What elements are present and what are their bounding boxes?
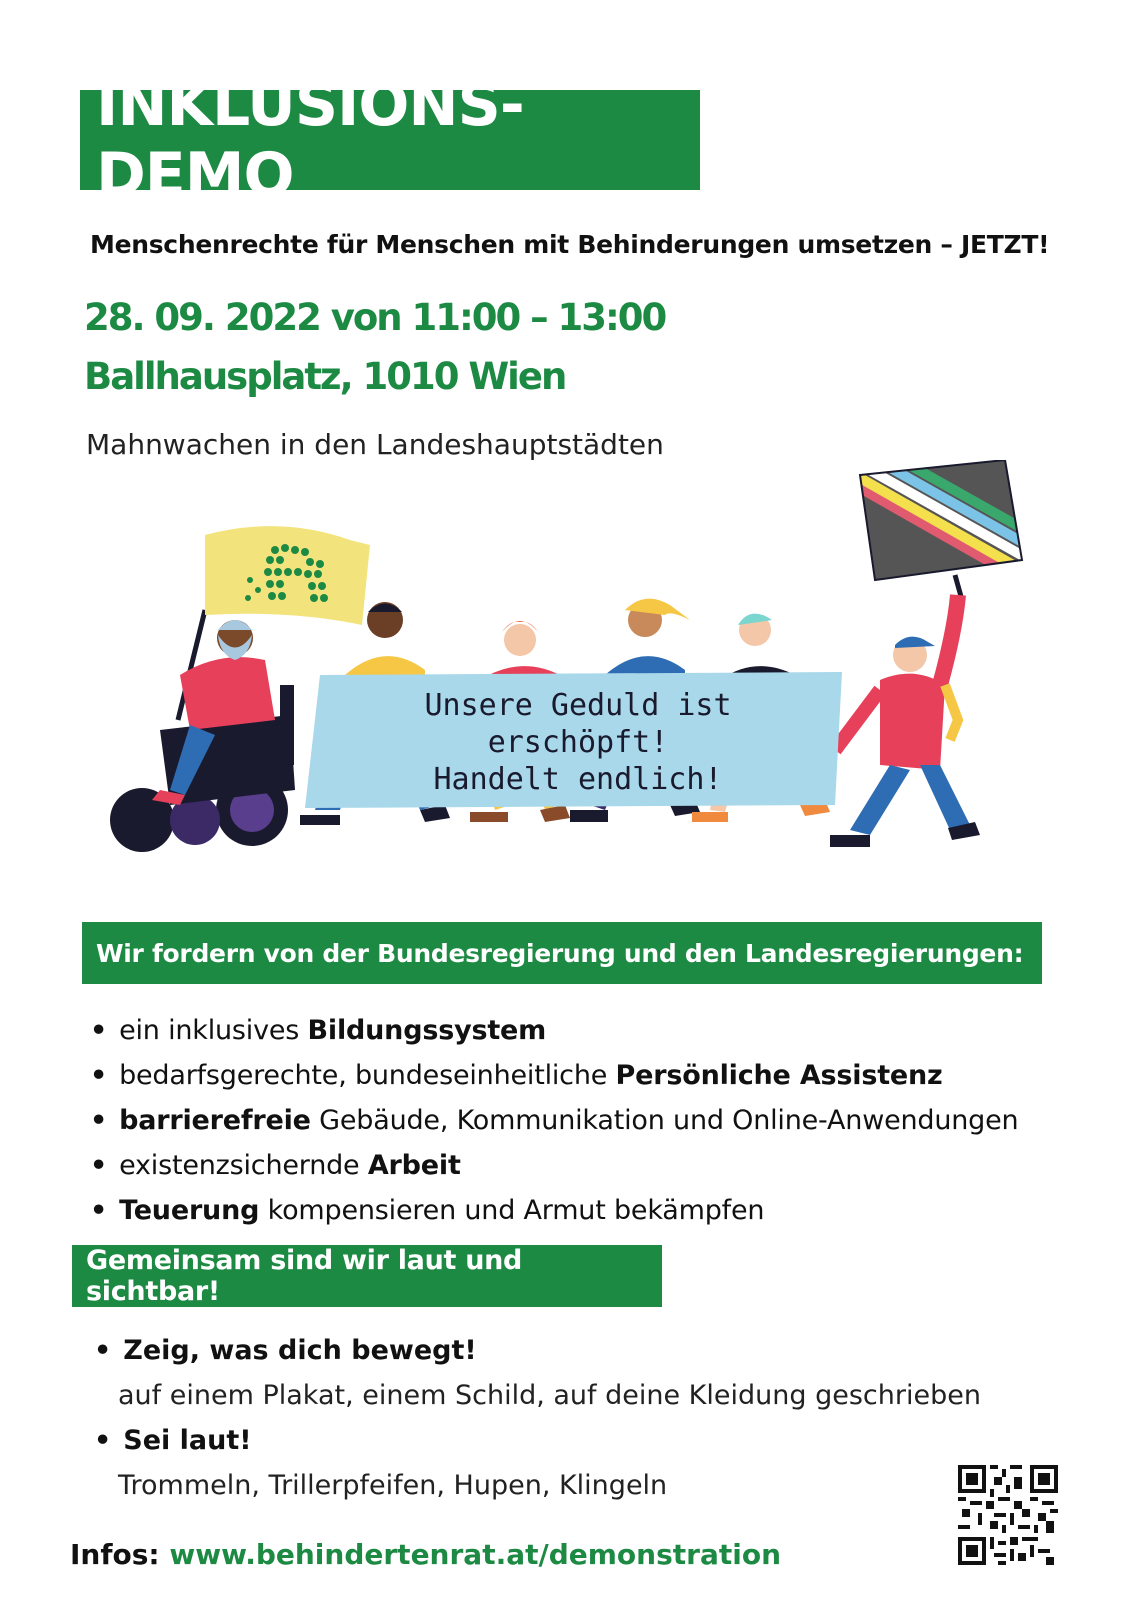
protest-banner <box>305 672 842 808</box>
action-description: Trommeln, Trillerpfeifen, Hupen, Klingeln <box>118 1470 668 1501</box>
info-link[interactable]: www.behindertenrat.at/demonstration <box>169 1538 782 1571</box>
event-date-time: 28. 09. 2022 von 11:00 – 13:00 <box>84 296 666 339</box>
list-item: • Teuerung kompensieren und Armut bekämpfen <box>90 1188 1120 1233</box>
list-item: • ein inklusives Bildungssystem <box>90 1008 1120 1053</box>
demands-heading: Wir fordern von der Bundesregierung und den Landesregierungen: <box>82 922 1042 984</box>
actions-list <box>94 1328 1044 1508</box>
subtitle: Menschenrechte für Menschen mit Behinderungen umsetzen – JETZT! <box>90 230 1050 259</box>
title-banner <box>80 70 700 210</box>
banner-line-2: erschöpft! <box>487 725 669 760</box>
action-title: • Zeig, was dich bewegt! <box>94 1328 1044 1373</box>
protest-illustration <box>100 460 1060 880</box>
pride-flag-icon <box>860 460 1050 600</box>
event-location: Ballhausplatz, 1010 Wien <box>84 355 566 398</box>
action-title: • Sei laut! <box>94 1418 1044 1463</box>
actions-heading: Gemeinsam sind wir laut und sichtbar! <box>72 1245 662 1307</box>
banner-line-1: Unsere Geduld ist <box>424 688 732 723</box>
vigil-note: Mahnwachen in den Landeshauptstädten <box>86 428 664 461</box>
info-label: Infos: <box>70 1538 160 1571</box>
wheelchair-user-figure <box>110 620 295 852</box>
qr-code-icon[interactable] <box>958 1465 1058 1565</box>
list-item: • bedarfsgerechte, bundeseinheitliche Persönliche Assistenz <box>90 1053 1120 1098</box>
list-item: • existenzsichernde Arbeit <box>90 1143 1120 1188</box>
banner-line-3: Handelt endlich! <box>433 762 723 797</box>
list-item: • barrierefreie Gebäude, Kommunikation und Online-Anwendungen <box>90 1098 1120 1143</box>
page-title: INKLUSIONS-DEMO <box>96 70 524 210</box>
action-description: auf einem Plakat, einem Schild, auf deine Kleidung geschrieben <box>118 1380 981 1411</box>
info-line <box>70 1538 781 1571</box>
demands-list <box>90 1008 1120 1233</box>
protester-figure <box>830 595 980 847</box>
